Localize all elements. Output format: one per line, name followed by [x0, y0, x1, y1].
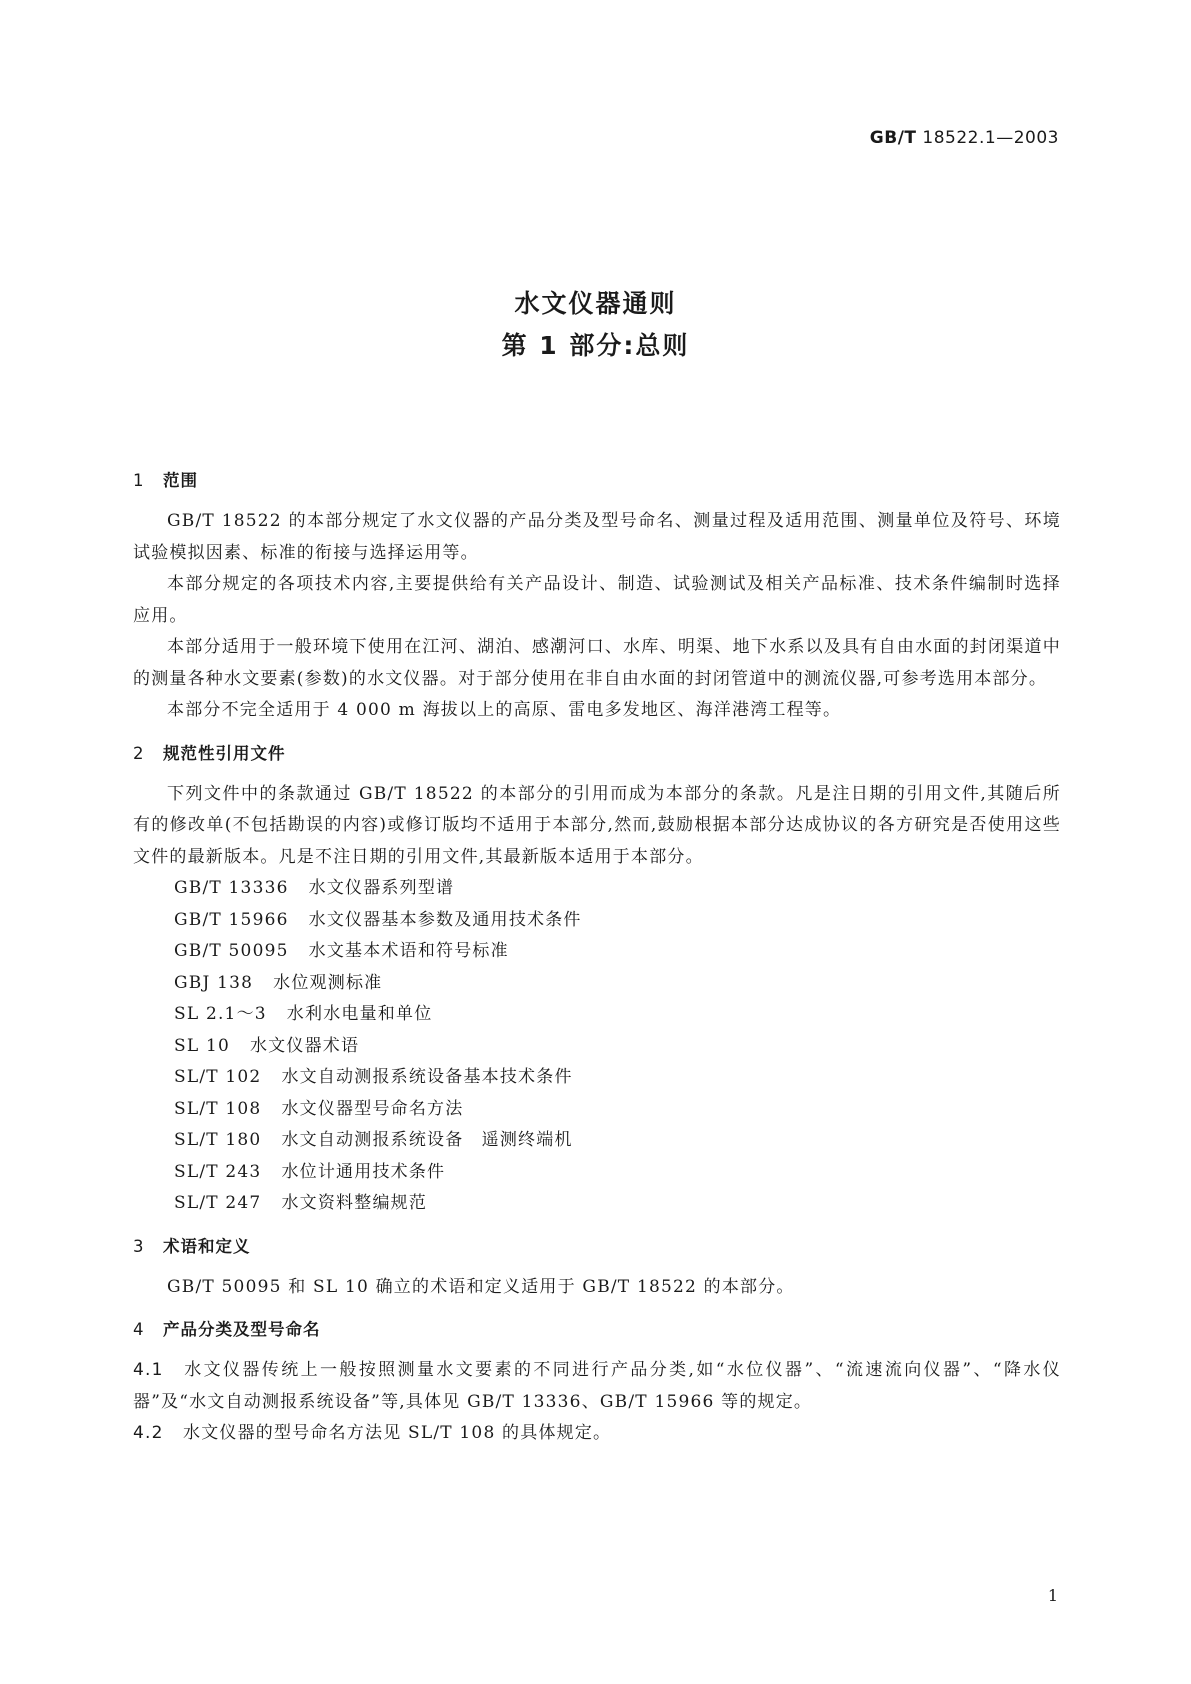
- section-4-body: [133, 1355, 1061, 1450]
- document-title: [0, 283, 1191, 367]
- clause-number: 4.2: [133, 1423, 164, 1443]
- reference-title: 水文基本术语和符号标准: [308, 941, 509, 961]
- reference-item: [133, 905, 1061, 937]
- reference-title: 水位观测标准: [273, 972, 383, 993]
- reference-item: [133, 968, 1061, 1000]
- reference-title: 水位计通用技术条件: [281, 1161, 446, 1182]
- paragraph: 下列文件中的条款通过 GB/T 18522 的本部分的引用而成为本部分的条款。凡是注日期的引用文件,其随后所有的修改单(不包括勘误的内容)或修订版均不适用于本部分,然而,鼓励根据本部分达成协议的各方研究是否使用这些文件的最新版本。凡是不注日期的引用文件,其最新版本适用于本部分。: [133, 783, 1061, 867]
- reference-title: 水文仪器基本参数及通用技术条件: [308, 909, 582, 930]
- reference-code: GB/T 15966: [174, 909, 289, 930]
- reference-title: 水文资料整编规范: [281, 1193, 428, 1213]
- section-number: 3: [133, 1236, 145, 1256]
- paragraph: 本部分适用于一般环境下使用在江河、湖泊、感潮河口、水库、明渠、地下水系以及具有自由水面的封闭渠道中的测量各种水文要素(参数)的水文仪器。对于部分使用在非自由水面的封闭管道中的测流仪器,可参考选用本部分。: [133, 637, 1061, 689]
- reference-title: 水文仪器型号命名方法: [281, 1098, 464, 1119]
- reference-code: SL/T 247: [174, 1193, 262, 1213]
- reference-item: [133, 1125, 1061, 1157]
- reference-title: 水利水电量和单位: [286, 1004, 433, 1024]
- section-3-heading: [133, 1228, 1061, 1266]
- section-number: 1: [133, 471, 145, 490]
- clause-text: 水文仪器传统上一般按照测量水文要素的不同进行产品分类,如“水位仪器”、“流速流向仪器”、“降水仪器”及“水文自动测报系统设备”等,具体见 GB/T 13336、GB/T 15966 等的规定。: [133, 1360, 1061, 1412]
- standard-number: [870, 128, 1059, 148]
- section-title: 术语和定义: [163, 1236, 251, 1256]
- reference-title: 水文仪器系列型谱: [308, 878, 455, 898]
- reference-code: GB/T 50095: [174, 941, 289, 961]
- reference-title: 水文仪器术语: [249, 1035, 360, 1056]
- reference-code: SL 2.1～3: [174, 1004, 267, 1024]
- reference-code: SL/T 180: [174, 1130, 262, 1150]
- reference-code: GB/T 13336: [174, 878, 289, 898]
- section-number: 4: [133, 1320, 145, 1339]
- clause: [133, 1418, 1061, 1450]
- clause-number: 4.1: [133, 1360, 164, 1380]
- reference-code: SL 10: [174, 1035, 230, 1056]
- reference-title: 水文自动测报系统设备基本技术条件: [281, 1067, 573, 1087]
- section-1-heading: [133, 462, 1061, 500]
- reference-code: GBJ 138: [174, 972, 254, 993]
- reference-item: [133, 1188, 1061, 1220]
- reference-list: [133, 873, 1061, 1220]
- paragraph: GB/T 50095 和 SL 10 确立的术语和定义适用于 GB/T 18522 的本部分。: [167, 1276, 795, 1297]
- page-number: 1: [1047, 1586, 1058, 1605]
- reference-title: 水文自动测报系统设备 遥测终端机: [281, 1130, 573, 1150]
- section-3-body: [133, 1272, 1061, 1304]
- document-body: [133, 462, 1061, 1450]
- standard-prefix: GB/T: [869, 128, 917, 148]
- section-title: 产品分类及型号命名: [163, 1320, 321, 1339]
- reference-item: [133, 1031, 1061, 1063]
- section-title: 规范性引用文件: [163, 743, 286, 763]
- reference-item: [133, 1094, 1061, 1126]
- section-number: 2: [133, 743, 145, 763]
- section-4-heading: [133, 1311, 1061, 1349]
- title-line-2: 第 1 部分:总则: [501, 331, 690, 360]
- section-2-heading: [133, 735, 1061, 773]
- reference-code: SL/T 108: [174, 1098, 262, 1119]
- clause-text: 水文仪器的型号命名方法见 SL/T 108 的具体规定。: [183, 1423, 612, 1443]
- reference-item: [133, 1062, 1061, 1094]
- paragraph: 本部分规定的各项技术内容,主要提供给有关产品设计、制造、试验测试及相关产品标准、技术条件编制时选择应用。: [133, 574, 1061, 626]
- reference-item: [133, 936, 1061, 968]
- title-line-1: 水文仪器通则: [514, 289, 677, 318]
- paragraph: GB/T 18522 的本部分规定了水文仪器的产品分类及型号命名、测量过程及适用范围、测量单位及符号、环境试验模拟因素、标准的衔接与选择运用等。: [133, 511, 1061, 563]
- reference-item: [133, 999, 1061, 1031]
- clause: [133, 1355, 1061, 1418]
- reference-code: SL/T 243: [174, 1161, 262, 1182]
- section-2-body: [133, 779, 1061, 1220]
- reference-code: SL/T 102: [174, 1067, 262, 1087]
- reference-item: [133, 873, 1061, 905]
- paragraph: 本部分不完全适用于 4 000 m 海拔以上的高原、雷电多发地区、海洋港湾工程等。: [167, 700, 842, 720]
- reference-item: [133, 1157, 1061, 1189]
- standard-code: 18522.1—2003: [922, 128, 1059, 148]
- section-1-body: [133, 506, 1061, 727]
- section-title: 范围: [163, 471, 198, 490]
